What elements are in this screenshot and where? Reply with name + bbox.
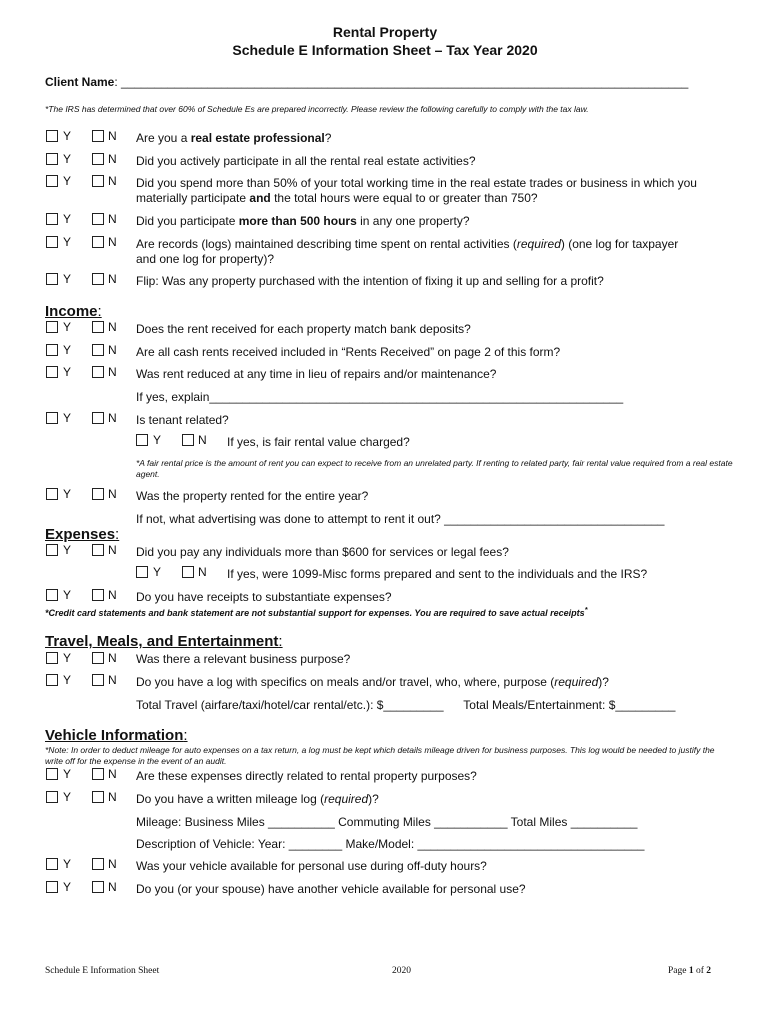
no-checkbox[interactable] — [92, 881, 104, 893]
no-label: N — [108, 651, 117, 665]
question-rental-purposes: Are these expenses directly related to rental property purposes? — [136, 769, 477, 783]
yes-checkbox[interactable] — [46, 652, 58, 664]
yes-checkbox[interactable] — [46, 273, 58, 285]
no-label: N — [108, 152, 117, 166]
no-label: N — [108, 129, 117, 143]
yes-label: Y — [63, 152, 72, 166]
no-checkbox[interactable] — [92, 589, 104, 601]
yes-label: Y — [63, 411, 72, 425]
no-label: N — [108, 212, 117, 226]
no-label: N — [108, 174, 117, 188]
no-label: N — [108, 588, 117, 602]
vehicle-heading: Vehicle Information: — [45, 727, 188, 744]
no-checkbox[interactable] — [92, 175, 104, 187]
yes-label: Y — [63, 272, 72, 286]
income-heading: Income: — [45, 303, 102, 320]
yes-label: Y — [153, 565, 162, 579]
no-checkbox[interactable] — [92, 652, 104, 664]
fair-rental-note: *A fair rental price is the amount of rent you can expect to receive from an unrelated party. If renting to related party, fair rental value required from a real estate agent. — [136, 458, 733, 479]
no-checkbox[interactable] — [92, 344, 104, 356]
client-name-label: Client Name — [45, 75, 115, 89]
question-paid-individuals: Did you pay any individuals more than $600 for services or legal fees? — [136, 545, 509, 559]
irs-note: *The IRS has determined that over 60% of Schedule Es are prepared incorrectly. Please review the following carefully to comply with the tax law. — [45, 104, 589, 114]
credit-card-note: *Credit card statements and bank statement are not substantial support for expenses. You are required to save actual receipts* — [45, 605, 588, 618]
no-label: N — [108, 790, 117, 804]
no-checkbox[interactable] — [92, 488, 104, 500]
yes-checkbox[interactable] — [136, 434, 148, 446]
yes-label: Y — [63, 174, 72, 188]
question-mileage-log: Do you have a written mileage log (required)? — [136, 792, 379, 806]
yes-checkbox[interactable] — [136, 566, 148, 578]
page-subtitle: Schedule E Information Sheet – Tax Year 2020 — [232, 42, 538, 58]
yes-checkbox[interactable] — [46, 321, 58, 333]
yes-label: Y — [63, 767, 72, 781]
no-label: N — [108, 320, 117, 334]
no-label: N — [108, 767, 117, 781]
no-checkbox[interactable] — [92, 321, 104, 333]
advertising-field[interactable]: If not, what advertising was done to attempt to rent it out? _________________________________ — [136, 512, 665, 526]
question-records-logs: Are records (logs) maintained describing time spent on rental activities (required) (one log for taxpayer and one log for property)? — [136, 237, 679, 266]
yes-checkbox[interactable] — [46, 213, 58, 225]
yes-checkbox[interactable] — [46, 366, 58, 378]
no-label: N — [108, 411, 117, 425]
mileage-field[interactable]: Mileage: Business Miles __________ Commuting Miles ___________ Total Miles __________ — [136, 815, 638, 829]
no-label: N — [108, 857, 117, 871]
no-label: N — [108, 880, 117, 894]
question-business-purpose: Was there a relevant business purpose? — [136, 652, 351, 666]
question-1099-forms: If yes, were 1099-Misc forms prepared and sent to the individuals and the IRS? — [227, 567, 648, 581]
no-label: N — [198, 433, 207, 447]
mileage-note: *Note: In order to deduct mileage for auto expenses on a tax return, a log must be kept which details mileage driven for business purposes. This log would be needed to justify the write off for the expense in the event of an audit. — [45, 745, 715, 766]
no-label: N — [198, 565, 207, 579]
yes-label: Y — [63, 543, 72, 557]
yes-checkbox[interactable] — [46, 412, 58, 424]
rent-reduced-explain-field[interactable]: If yes, explain______________________________________________________________ — [136, 390, 624, 404]
yes-label: Y — [63, 343, 72, 357]
question-receipts: Do you have receipts to substantiate expenses? — [136, 590, 392, 604]
yes-checkbox[interactable] — [46, 589, 58, 601]
yes-checkbox[interactable] — [46, 488, 58, 500]
question-rent-bank-deposits: Does the rent received for each property match bank deposits? — [136, 322, 471, 336]
client-name-field[interactable]: : _____________________________________________________________________________________ — [114, 75, 689, 89]
client-name-row[interactable] — [45, 75, 688, 89]
footer-year: 2020 — [392, 966, 411, 976]
question-real-estate-professional: Are you a real estate professional? — [136, 131, 332, 145]
yes-checkbox[interactable] — [46, 881, 58, 893]
question-working-time: Did you spend more than 50% of your total working time in the real estate trades or business in which you materially participate and the total hours were equal to or greater than 750? — [136, 176, 697, 205]
yes-checkbox[interactable] — [46, 344, 58, 356]
no-checkbox[interactable] — [92, 366, 104, 378]
question-another-vehicle: Do you (or your spouse) have another vehicle available for personal use? — [136, 882, 526, 896]
no-checkbox[interactable] — [92, 130, 104, 142]
yes-checkbox[interactable] — [46, 175, 58, 187]
no-label: N — [108, 673, 117, 687]
no-label: N — [108, 543, 117, 557]
no-label: N — [108, 235, 117, 249]
no-label: N — [108, 365, 117, 379]
yes-label: Y — [63, 857, 72, 871]
footer-title: Schedule E Information Sheet — [45, 966, 160, 976]
no-label: N — [108, 343, 117, 357]
yes-label: Y — [153, 433, 162, 447]
no-checkbox[interactable] — [92, 674, 104, 686]
no-checkbox[interactable] — [92, 213, 104, 225]
no-checkbox[interactable] — [182, 566, 194, 578]
question-cash-rents: Are all cash rents received included in “Rents Received” on page 2 of this form? — [136, 345, 561, 359]
yes-label: Y — [63, 129, 72, 143]
yes-checkbox[interactable] — [46, 768, 58, 780]
yes-checkbox[interactable] — [46, 858, 58, 870]
travel-heading: Travel, Meals, and Entertainment: — [45, 633, 283, 650]
footer-page-number: Page 1 of 2 — [668, 966, 712, 976]
no-checkbox[interactable] — [92, 858, 104, 870]
yes-checkbox[interactable] — [46, 236, 58, 248]
question-fair-rental-value: If yes, is fair rental value charged? — [227, 435, 410, 449]
yes-label: Y — [63, 212, 72, 226]
page-title: Rental Property — [332, 24, 438, 40]
yes-checkbox[interactable] — [46, 674, 58, 686]
no-checkbox[interactable] — [92, 273, 104, 285]
no-checkbox[interactable] — [182, 434, 194, 446]
yes-label: Y — [63, 673, 72, 687]
travel-totals-field[interactable]: Total Travel (airfare/taxi/hotel/car rental/etc.): $_________ Total Meals/Entertainment: $_________ — [136, 698, 676, 712]
no-label: N — [108, 272, 117, 286]
yes-label: Y — [63, 588, 72, 602]
yes-checkbox[interactable] — [46, 544, 58, 556]
no-checkbox[interactable] — [92, 544, 104, 556]
expenses-heading: Expenses: — [45, 526, 120, 543]
no-checkbox[interactable] — [92, 153, 104, 165]
yes-checkbox[interactable] — [46, 791, 58, 803]
question-personal-use: Was your vehicle available for personal use during off-duty hours? — [136, 859, 487, 873]
no-checkbox[interactable] — [92, 791, 104, 803]
no-checkbox[interactable] — [92, 412, 104, 424]
yes-label: Y — [63, 880, 72, 894]
yes-label: Y — [63, 365, 72, 379]
question-500-hours: Did you participate more than 500 hours in any one property? — [136, 214, 470, 228]
vehicle-description-field[interactable]: Description of Vehicle: Year: ________ Make/Model: __________________________________ — [136, 837, 645, 851]
yes-checkbox[interactable] — [46, 153, 58, 165]
question-rent-reduced: Was rent reduced at any time in lieu of repairs and/or maintenance? — [136, 367, 497, 381]
yes-label: Y — [63, 651, 72, 665]
no-checkbox[interactable] — [92, 236, 104, 248]
no-label: N — [108, 487, 117, 501]
question-meals-travel-log: Do you have a log with specifics on meals and/or travel, who, where, purpose (required)? — [136, 675, 609, 689]
yes-label: Y — [63, 487, 72, 501]
question-active-participation: Did you actively participate in all the rental real estate activities? — [136, 154, 476, 168]
yes-label: Y — [63, 320, 72, 334]
no-checkbox[interactable] — [92, 768, 104, 780]
yes-label: Y — [63, 790, 72, 804]
question-tenant-related: Is tenant related? — [136, 413, 229, 427]
yes-label: Y — [63, 235, 72, 249]
question-flip: Flip: Was any property purchased with the intention of fixing it up and selling for a profit? — [136, 274, 604, 288]
question-rented-entire-year: Was the property rented for the entire year? — [136, 489, 369, 503]
yes-checkbox[interactable] — [46, 130, 58, 142]
